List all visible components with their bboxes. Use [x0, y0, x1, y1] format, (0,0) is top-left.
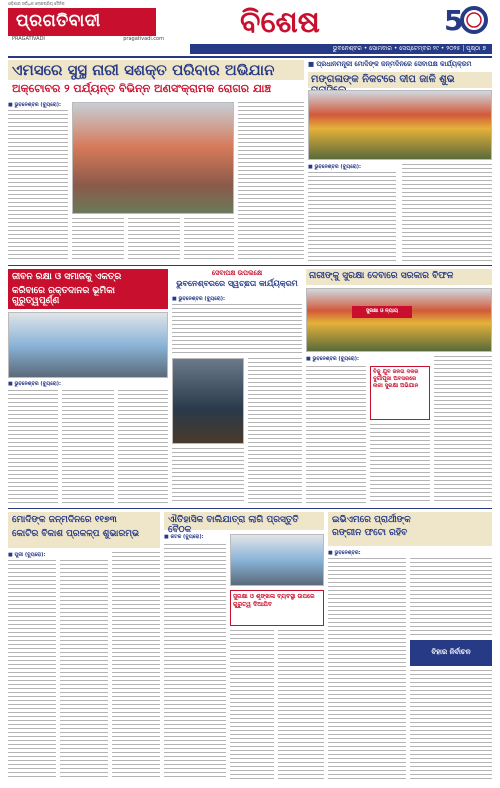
right-mid-photo	[306, 288, 492, 352]
newspaper-logo: ପ୍ରଗତିବାଦୀ	[8, 8, 156, 36]
bottom-left-body-col2	[60, 560, 108, 780]
svg-text:5: 5	[444, 4, 464, 36]
bottom-right-headline-line1: ଇଭିଏମରେ ପ୍ରାର୍ଥୀଙ୍କ	[332, 515, 411, 525]
bottom-center-byline: ■ କଟକ (ବ୍ୟୁରୋ):	[164, 534, 204, 540]
logo-subline	[8, 36, 168, 44]
bottom-left-byline: ■ ପୁରୀ (ବ୍ୟୁରୋ):	[8, 552, 46, 558]
second-headline-line2: କରିବାରେ ରକ୍ତଦାନର ଭୂମିକା ଗୁରୁତ୍ୱପୂର୍ଣ୍ଣ	[12, 286, 115, 306]
right-top-photo	[308, 90, 492, 160]
bottom-center-headline: ଐତିହାସିକ ବାଲିଯାତ୍ରା ଲାଗି ପ୍ରସ୍ତୁତି ବୈଠକ	[164, 512, 324, 530]
lead-photo	[72, 102, 234, 214]
bottom-right-body-col1	[328, 558, 406, 780]
masthead-rule	[8, 56, 492, 58]
anniversary-emblem-icon	[440, 2, 492, 36]
right-top-body-col2	[402, 164, 492, 262]
second-byline: ■ ଭୁବନେଶ୍ବର (ବ୍ୟୁରୋ):	[8, 381, 62, 387]
second-body-col2	[62, 390, 114, 504]
bottom-right-body-col2b	[410, 670, 492, 780]
protest-banner: ସୁରକ୍ଷା ଓ ନ୍ୟାୟ	[352, 306, 412, 318]
lead-headline: ଏମସରେ ସୁସ୍ଥ ନାରୀ ସଶକ୍ତ ପରିବାର ଅଭିଯାନ	[8, 60, 304, 80]
bottom-left-headline-line1: ମୋଦିଙ୍କ ଜନ୍ମଦିନରେ ୧୧୭୩	[12, 515, 117, 525]
bottom-center-body-col1	[164, 544, 226, 780]
lead-body-col2a	[72, 218, 124, 262]
center-photo	[172, 358, 244, 444]
lead-body-col3	[238, 102, 304, 262]
lead-body-col2c	[184, 218, 234, 262]
right-top-byline: ■ ଭୁବନେଶ୍ବର (ବ୍ୟୁରୋ):	[308, 164, 362, 170]
center-body-col1	[172, 448, 244, 504]
masthead-tagline: ଓଡ଼ିଶାର ସର୍ବାଧିକ ଲୋକପ୍ରିୟ ଦୈନିକ	[8, 1, 65, 6]
bottom-center-body-col3	[278, 630, 324, 780]
second-headline-line1: ଜୀବନ ରକ୍ଷା ଓ ସମାଜକୁ ଏକତ୍ର	[12, 272, 122, 282]
right-top-kicker: ■ ପ୍ରଧାନମନ୍ତ୍ରୀ ମୋଦିଙ୍କ ଜନ୍ମଦିନରେ ସେବାପକ୍ଷ କାର୍ଯ୍ୟକ୍ରମ	[308, 60, 472, 68]
lead-byline: ■ ଭୁବନେଶ୍ବର (ବ୍ୟୁରୋ):	[8, 102, 62, 108]
bottom-right-headline	[328, 512, 492, 546]
right-mid-body-col1	[306, 366, 366, 504]
second-photo	[8, 312, 168, 378]
bottom-left-headline	[8, 512, 160, 548]
right-mid-body-col2	[370, 424, 430, 504]
right-mid-headline: ନାରୀଙ୍କୁ ସୁରକ୍ଷା ଦେବାରେ ସରକାର ବିଫଳ	[306, 269, 492, 285]
dateline-bar: ଭୁବନେଶ୍ବର • ସୋମବାର • ସେପ୍ଟେମ୍ବର ୨୯ • ୨୦୨୫ | ପୃଷ୍ଠା ୭	[190, 44, 492, 54]
bottom-left-headline-line2: କୋଟିର ବିକାଶ ପ୍ରକଳ୍ପ ଶୁଭାରମ୍ଭ	[12, 529, 140, 539]
right-mid-byline: ■ ଭୁବନେଶ୍ବର (ବ୍ୟୁରୋ):	[306, 356, 360, 362]
lead-body-col1	[8, 110, 68, 262]
bottom-right-byline: ■ ଭୁବନେଶ୍ବର:	[328, 550, 361, 556]
right-top-body-col1	[308, 172, 396, 262]
bottom-left-body-col3	[112, 552, 160, 780]
second-headline-block	[8, 269, 168, 309]
center-kicker: ସେବାପକ୍ଷ ଉପଲକ୍ଷେ	[211, 269, 263, 277]
section-title: ବିଶେଷ	[240, 5, 320, 40]
second-body-col1	[8, 390, 58, 504]
lead-subhead: ଅକ୍ଟୋବର ୨ ପର୍ଯ୍ୟନ୍ତ ବିଭିନ୍ନ ଅଣସଂକ୍ରାମକ ରୋଗର ଯାଞ୍ଚ	[12, 82, 271, 95]
bottom-right-box: ବିହାର ନିର୍ବାଚନ	[410, 640, 492, 666]
website-url: pragativadi.com	[123, 36, 164, 42]
bottom-right-body-col2a	[410, 558, 492, 636]
second-body-col3	[118, 390, 168, 504]
center-body-top	[172, 304, 302, 354]
center-byline: ■ ଭୁବନେଶ୍ବର (ବ୍ୟୁରୋ):	[172, 296, 226, 302]
right-mid-body-col3	[434, 356, 492, 504]
bottom-center-body-col2	[230, 630, 274, 780]
bottom-left-body-col1	[8, 560, 56, 780]
divider-row1	[8, 265, 492, 266]
right-top-headline: ମଙ୍ଗଳାଙ୍କ ନିକଟରେ ଦୀପ ଜାଳି ଶୁଭ	[308, 72, 492, 88]
bottom-center-photo	[230, 534, 324, 586]
center-headline: ଭୁବନେଶ୍ବରରେ ସ୍ୱଚ୍ଛତା କାର୍ଯ୍ୟକ୍ରମ	[176, 279, 298, 288]
divider-row2	[8, 508, 492, 509]
logo-english-name: PRAGATIVADI	[12, 36, 45, 42]
bottom-center-inset: ସୁରକ୍ଷା ଓ ଶୃଙ୍ଖଳା ବ୍ୟବସ୍ଥା ଉପରେ ଗୁରୁତ୍ୱ ଦିଆଯିବ	[230, 590, 324, 626]
center-body-col2	[248, 358, 302, 504]
right-mid-inset: ବିଜୁ ଯୁବ ଜନତା ଦଳର ଦୁର୍ଗାପୂଜା ଅବସରରେ ନାରୀ ସୁରକ୍ଷା ଅଭିଯାନ	[370, 366, 430, 420]
lead-body-col2b	[128, 218, 180, 262]
bottom-right-headline-line2: ରଙ୍ଗୀନ ଫଟୋ ରହିବ	[332, 528, 408, 538]
